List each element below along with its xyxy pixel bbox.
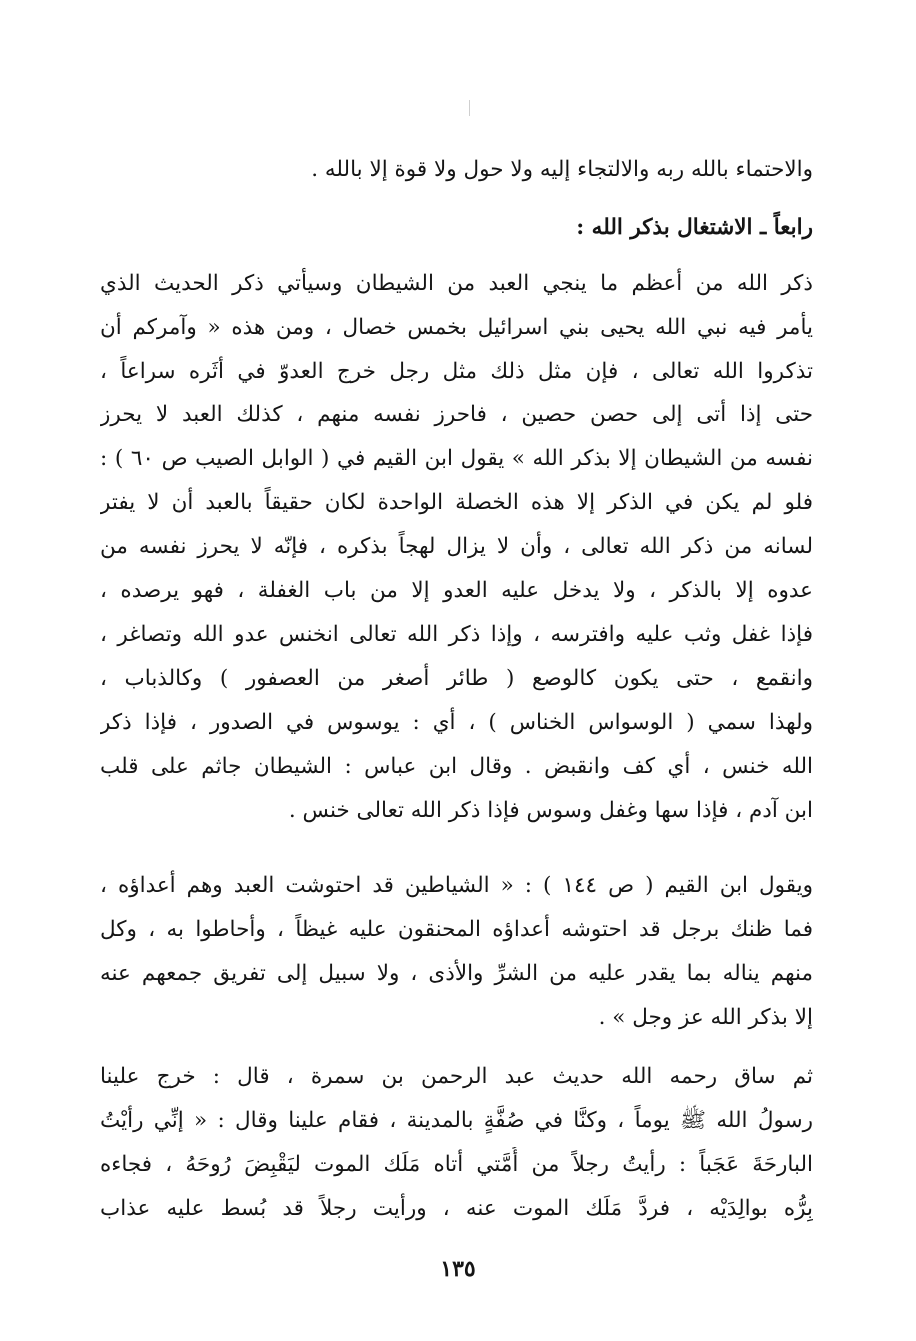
- paragraph1-line: عدوه إلا بالذكر ، ولا يدخل عليه العدو إلا من باب الغفلة ، فهو يرصده ،: [100, 578, 813, 603]
- paragraph1-line: تذكروا الله تعالى ، فإن مثل ذلك مثل رجل خرج العدوّ في أثَره سراعاً ،: [100, 359, 813, 384]
- paragraph1-line: نفسه من الشيطان إلا بذكر الله » يقول ابن القيم في ( الوابل الصيب ص ٦٠ ) :: [100, 446, 813, 471]
- paragraph1-line: يأمر فيه نبي الله يحيى بني اسرائيل بخمس خصال ، ومن هذه « وآمركم أن: [100, 315, 813, 340]
- page-number: ١٣٥: [440, 1256, 476, 1282]
- section-heading: رابعاً ـ الاشتغال بذكر الله :: [576, 215, 813, 240]
- paragraph3-line: بِرُّه بوالِدَيْه ، فردَّ مَلَك الموت عنه ، ورأيت رجلاً قد بُسط عليه عذاب: [100, 1196, 813, 1221]
- page-top-mark: [469, 100, 470, 116]
- paragraph1-line: ذكر الله من أعظم ما ينجي العبد من الشيطان وسيأتي ذكر الحديث الذي: [100, 271, 813, 296]
- intro-line: والاحتماء بالله ربه والالتجاء إليه ولا حول ولا قوة إلا بالله .: [311, 157, 813, 182]
- paragraph2-line: منهم يناله بما يقدر عليه من الشرِّ والأذى ، ولا سبيل إلى تفريق جمعهم عنه: [100, 961, 813, 986]
- paragraph3-line: البارحَةَ عَجَباً : رأيتُ رجلاً من أُمَّتي أتاه مَلَك الموت ليَقْبِضَ رُوحَهُ ، فجاءه: [100, 1152, 813, 1177]
- paragraph1-line: ولهذا سمي ( الوسواس الخناس ) ، أي : يوسوس في الصدور ، فإذا ذكر: [100, 710, 813, 735]
- paragraph1-line: لسانه من ذكر الله تعالى ، وأن لا يزال لهجاً بذكره ، فإنّه لا يحرز نفسه من: [100, 534, 813, 559]
- paragraph1-line: حتى إذا أتى إلى حصن حصين ، فاحرز نفسه منهم ، كذلك العبد لا يحرز: [100, 402, 813, 427]
- paragraph3-line: ثم ساق رحمه الله حديث عبد الرحمن بن سمرة ، قال : خرج علينا: [100, 1064, 813, 1089]
- paragraph1-line: فإذا غفل وثب عليه وافترسه ، وإذا ذكر الله تعالى انخنس عدو الله وتصاغر ،: [100, 622, 813, 647]
- paragraph1-line: وانقمع ، حتى يكون كالوصع ( طائر أصغر من العصفور ) وكالذباب ،: [100, 666, 813, 691]
- paragraph1-line: ابن آدم ، فإذا سها وغفل وسوس فإذا ذكر الله تعالى خنس .: [288, 798, 813, 823]
- paragraph2-line: إلا بذكر الله عز وجل » .: [598, 1005, 813, 1030]
- paragraph1-line: فلو لم يكن في الذكر إلا هذه الخصلة الواحدة لكان حقيقاً بالعبد أن لا يفتر: [100, 490, 813, 515]
- paragraph1-line: الله خنس ، أي كف وانقبض . وقال ابن عباس : الشيطان جاثم على قلب: [100, 754, 813, 779]
- paragraph3-line: رسولُ الله ﷺ يوماً ، وكنَّا في صُفَّةٍ بالمدينة ، فقام علينا وقال : « إنِّي رأيْتُ: [100, 1108, 813, 1133]
- paragraph2-line: فما ظنك برجل قد احتوشه أعداؤه المحنقون عليه غيظاً ، وأحاطوا به ، وكل: [100, 917, 813, 942]
- paragraph2-line: ويقول ابن القيم ( ص ١٤٤ ) : « الشياطين قد احتوشت العبد وهم أعداؤه ،: [100, 873, 813, 898]
